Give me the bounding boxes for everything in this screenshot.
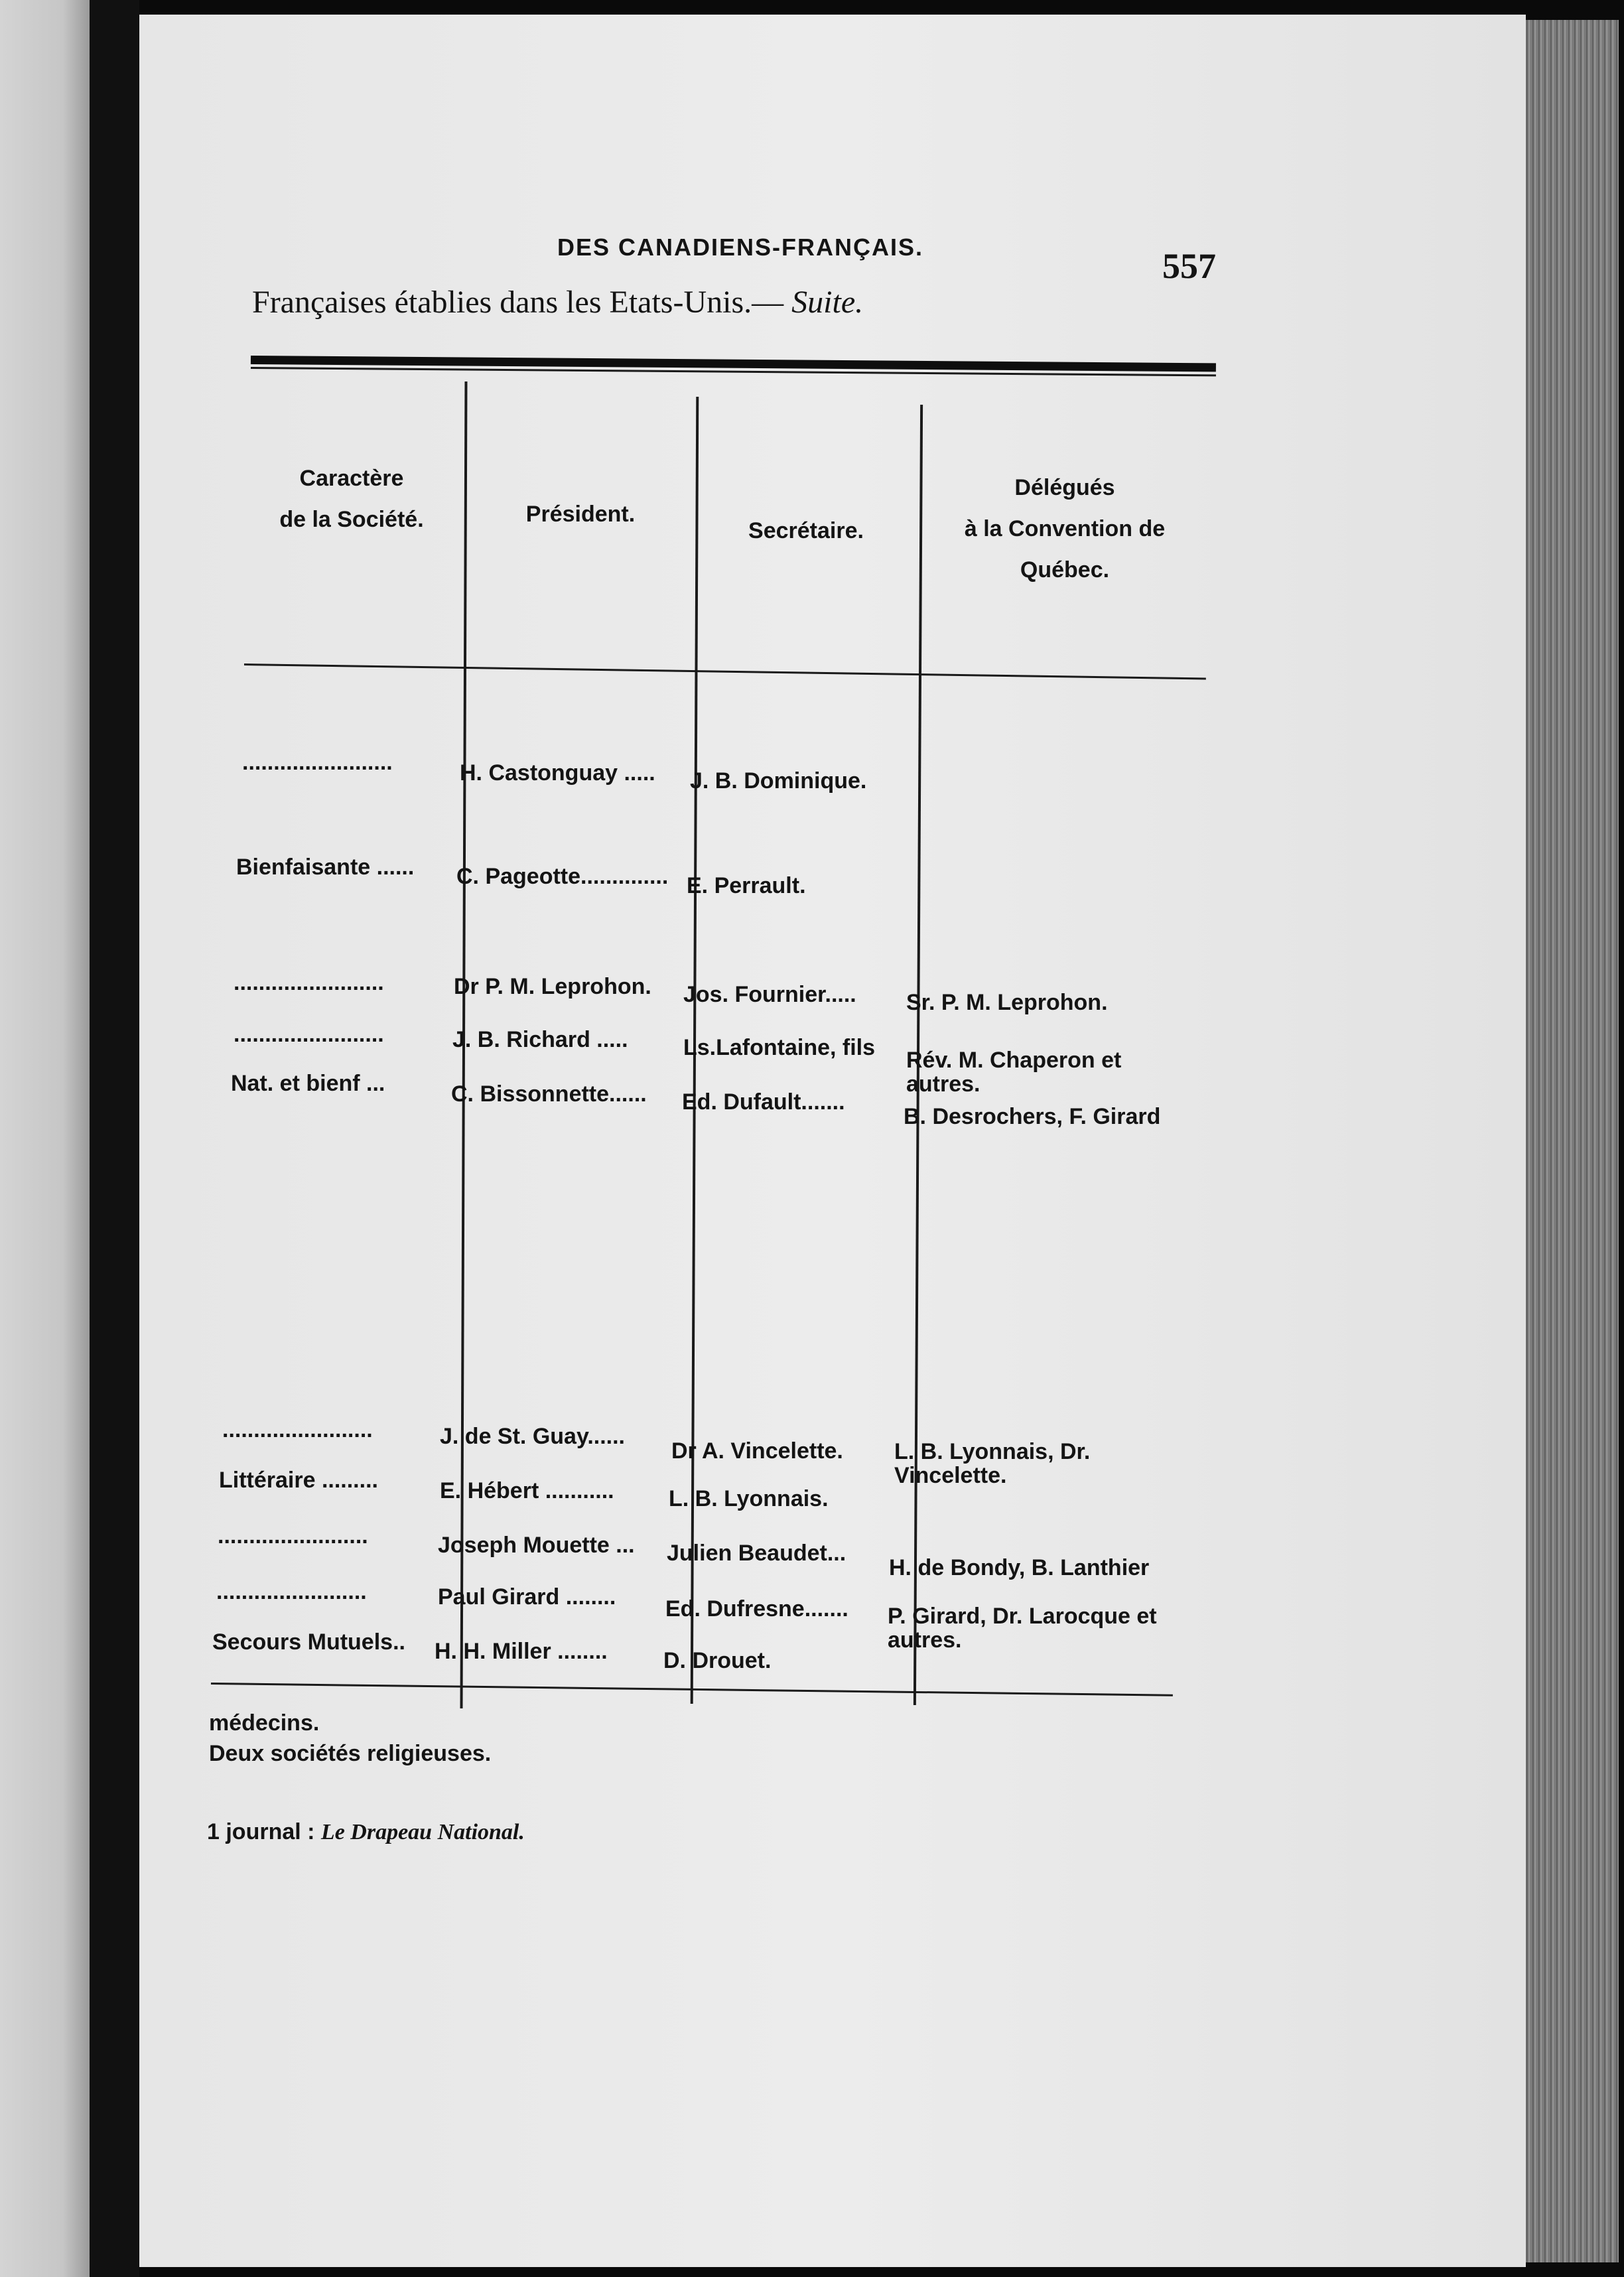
- footnote-journal: [207, 1819, 525, 1845]
- table-cell-caractere: ........................: [216, 1579, 367, 1604]
- table-cell-president: C. Bissonnette......: [451, 1081, 647, 1107]
- table-cell-caractere: Littéraire .........: [219, 1468, 378, 1493]
- table-cell-secretaire: L. B. Lyonnais.: [669, 1486, 829, 1511]
- table-cell-delegues: Sr. P. M. Leprohon.: [906, 990, 1108, 1015]
- table-cell-president: J. de St. Guay......: [440, 1424, 626, 1449]
- running-head: DES CANADIENS-FRANÇAIS.: [557, 234, 924, 261]
- table-cell-delegues: Rév. M. Chaperon et autres.: [906, 1048, 1122, 1097]
- header-delegues-line3: Québec.: [1020, 557, 1110, 583]
- page-number: 557: [1162, 246, 1216, 286]
- table-cell-secretaire: Ed. Dufresne.......: [665, 1596, 848, 1622]
- facing-page-edge: [0, 0, 90, 2277]
- table-title: [252, 284, 863, 320]
- table-cell-secretaire: Ls.Lafontaine, fils: [683, 1035, 876, 1060]
- table-cell-delegues: B. Desrochers, F. Girard: [904, 1104, 1161, 1129]
- table-cell-caractere: Secours Mutuels..: [212, 1629, 405, 1655]
- table-cell-caractere: ........................: [218, 1523, 368, 1549]
- table-cell-president: Joseph Mouette ...: [438, 1533, 635, 1558]
- table-cell-secretaire: E. Perrault.: [687, 873, 806, 898]
- table-cell-caractere: Nat. et bienf ...: [231, 1071, 385, 1096]
- header-president: Président.: [525, 502, 636, 527]
- journal-label: 1 journal :: [207, 1819, 315, 1844]
- table-cell-president: J. B. Richard .....: [452, 1027, 628, 1052]
- table-cell-caractere: ........................: [234, 970, 384, 995]
- table-cell-president: Paul Girard ........: [438, 1584, 616, 1610]
- footnote-medecins: médecins.: [209, 1710, 320, 1736]
- table-cell-caractere: Bienfaisante ......: [236, 855, 415, 880]
- table-cell-president: H. Castonguay .....: [460, 760, 655, 786]
- table-cell-president: C. Pageotte..............: [456, 864, 669, 889]
- table-cell-delegues: P. Girard, Dr. Larocque et autres.: [888, 1604, 1157, 1653]
- table-title-text: Françaises établies dans les Etats-Unis.—: [252, 285, 784, 320]
- table-title-suite: Suite.: [791, 285, 864, 320]
- table-cell-secretaire: Julien Beaudet...: [667, 1541, 846, 1566]
- book-gutter: [90, 0, 139, 2277]
- header-caractere: [252, 464, 451, 533]
- header-delegues: [925, 474, 1204, 583]
- table-cell-president: H. H. Miller ........: [435, 1639, 608, 1664]
- footnote-societes: Deux sociétés religieuses.: [209, 1741, 492, 1766]
- table-cell-president: Dr P. M. Leprohon.: [454, 974, 651, 999]
- table-cell-president: E. Hébert ...........: [440, 1478, 614, 1503]
- table-cell-delegues: L. B. Lyonnais, Dr. Vincelette.: [894, 1439, 1091, 1488]
- table-cell-caractere: ........................: [242, 750, 393, 775]
- table-cell-secretaire: Dr A. Vincelette.: [671, 1438, 843, 1464]
- table-cell-secretaire: Jos. Fournier.....: [683, 982, 856, 1007]
- table-cell-delegues: H. de Bondy, B. Lanthier: [889, 1555, 1150, 1580]
- header-delegues-line1: Délégués: [1014, 475, 1115, 500]
- table-cell-secretaire: J. B. Dominique.: [690, 768, 867, 794]
- header-delegues-line2: à la Convention de: [964, 516, 1166, 541]
- page-block-edge: [1519, 20, 1619, 2262]
- table-cell-caractere: ........................: [234, 1022, 384, 1047]
- table-cell-secretaire: D. Drouet.: [663, 1648, 772, 1673]
- table-cell-secretaire: Ed. Dufault.......: [682, 1089, 845, 1115]
- header-caractere-line1: Caractère: [299, 466, 404, 491]
- book-page: [139, 15, 1526, 2267]
- header-secretaire: Secrétaire.: [748, 518, 864, 543]
- header-caractere-line2: de la Société.: [279, 507, 424, 532]
- journal-title: Le Drapeau National.: [320, 1820, 525, 1844]
- table-cell-caractere: ........................: [222, 1417, 373, 1442]
